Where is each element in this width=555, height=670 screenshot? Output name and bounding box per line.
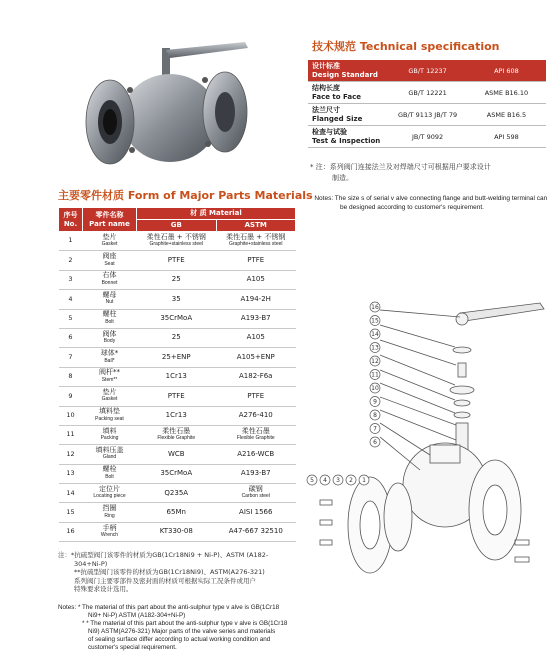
part-astm: 柔性石墨 + 不锈钢 Graphite+stainless steel: [216, 232, 296, 251]
part-no: 10: [59, 406, 83, 425]
part-gb: 35: [137, 290, 217, 309]
col-no: 序号 No.: [59, 208, 83, 232]
part-astm: A276-410: [216, 406, 296, 425]
part-astm: A105+ENP: [216, 348, 296, 367]
spec-api: API 608: [467, 60, 546, 82]
parts-row: [59, 348, 296, 367]
callout-label: 16: [371, 304, 379, 311]
part-no: 4: [59, 290, 83, 309]
spec-row: 结构长度 Face to Face GB/T 12221 ASME B16.10: [308, 82, 546, 104]
parts-row: [59, 270, 296, 289]
part-gb: KT330-08: [137, 522, 217, 541]
part-name: 填料垫 Packing seat: [83, 406, 137, 425]
part-name: 右体 Bonnet: [83, 270, 137, 289]
part-no: 12: [59, 445, 83, 464]
part-gb: 柔性石墨 + 不锈钢 Graphite+stainless steel: [137, 232, 217, 251]
spec-title: 技术规范 Technical specification: [312, 40, 500, 53]
parts-row: [59, 406, 296, 425]
parts-row: [59, 387, 296, 406]
part-astm: PTFE: [216, 387, 296, 406]
part-name: 阀杆** Stem**: [83, 367, 137, 386]
col-gb: GB: [137, 220, 217, 232]
part-astm: AISI 1566: [216, 503, 296, 522]
part-name: 阀体 Body: [83, 328, 137, 347]
part-no: 16: [59, 522, 83, 541]
part-astm: A47-667 32510: [216, 522, 296, 541]
spec-gb: GB/T 12237: [388, 60, 467, 82]
callout-label: 14: [371, 331, 379, 338]
callout-label: 13: [371, 344, 379, 352]
part-astm: PTFE: [216, 251, 296, 270]
part-no: 1: [59, 232, 83, 251]
parts-note-en: Notes: * The material of this part about the anti-sulphur type v alve is GB(1Cr18 Ni9+ Ni-P) ASTM (A182-304+Ni-P) * * The material of this part about the anti-sulphur type v alve is GB(1Cr18 Ni9) ASTM(A276-321) Major parts of the valve series and materials of sealing surface differ according to actual working condition and customer's special requirement.: [58, 604, 288, 651]
part-no: 5: [59, 309, 83, 328]
parts-row: [59, 251, 296, 270]
parts-row: [59, 290, 296, 309]
spec-note-cn: * 注：系列阀门连接法兰及对焊端尺寸可根据用户要求设计 制造。: [310, 163, 491, 182]
spec-table: [308, 60, 546, 148]
spec-header-row: [308, 60, 546, 82]
spec-label-en: Design Standard: [312, 70, 378, 79]
part-astm: A193-B7: [216, 309, 296, 328]
ball-valve-photo: [70, 40, 260, 175]
part-no: 8: [59, 367, 83, 386]
part-gb: Q235A: [137, 484, 217, 503]
callout-label: 10: [371, 385, 379, 392]
part-astm: A182-F6a: [216, 367, 296, 386]
part-astm: A193-B7: [216, 464, 296, 483]
parts-row: [59, 425, 296, 444]
spec-note-en: * Notes: The size s of serial v alve connecting flange and butt-welding terminal can be designed according to customer's requirement.: [310, 195, 548, 211]
callout-label: 4: [323, 477, 327, 484]
part-gb: 35CrMoA: [137, 464, 217, 483]
part-no: 6: [59, 328, 83, 347]
callout-label: 15: [371, 317, 379, 325]
spec-row: 检查与试验 Test & Inspection JB/T 9092 API 598: [308, 126, 546, 148]
part-astm: A194-2H: [216, 290, 296, 309]
part-gb: PTFE: [137, 251, 217, 270]
callout-label: 8: [373, 412, 377, 419]
part-astm: A105: [216, 270, 296, 289]
part-name: 垫片 Gasket: [83, 232, 137, 251]
callout-label: 6: [373, 439, 377, 446]
parts-row: [59, 484, 296, 503]
callout-label: 2: [349, 477, 353, 484]
part-name: 手柄 Wrench: [83, 522, 137, 541]
part-astm: A105: [216, 328, 296, 347]
part-gb: 25: [137, 270, 217, 289]
part-name: 填料 Packing: [83, 425, 137, 444]
parts-row: [59, 464, 296, 483]
part-gb: WCB: [137, 445, 217, 464]
part-astm: 柔性石墨 Flexible Graphite: [216, 425, 296, 444]
callout-label: 12: [371, 358, 379, 365]
parts-row: [59, 522, 296, 541]
parts-row: [59, 328, 296, 347]
part-name: 螺母 Nut: [83, 290, 137, 309]
part-gb: PTFE: [137, 387, 217, 406]
callout-label: 11: [371, 371, 379, 379]
part-name: 螺栓 Bolt: [83, 464, 137, 483]
part-gb: 25: [137, 328, 217, 347]
callout-label: 7: [373, 425, 377, 433]
part-no: 9: [59, 387, 83, 406]
part-gb: 1Cr13: [137, 367, 217, 386]
parts-row: [59, 367, 296, 386]
callout-label: 5: [310, 477, 314, 484]
part-no: 7: [59, 348, 83, 367]
col-part-name: 零件名称 Part name: [83, 208, 137, 232]
part-name: 填料压盖 Gland: [83, 445, 137, 464]
parts-row: [59, 309, 296, 328]
part-no: 11: [59, 425, 83, 444]
part-no: 15: [59, 503, 83, 522]
part-name: 螺柱 Bolt: [83, 309, 137, 328]
parts-table: [58, 207, 296, 542]
part-no: 14: [59, 484, 83, 503]
part-astm: A216-WCB: [216, 445, 296, 464]
spec-row: 法兰尺寸 Flanged Size GB/T 9113 JB/T 79 ASME B16.5: [308, 104, 546, 126]
parts-row: [59, 503, 296, 522]
part-gb: 25+ENP: [137, 348, 217, 367]
col-material: 材 质 Material: [137, 208, 296, 220]
part-name: 垫片 Gasket: [83, 387, 137, 406]
part-no: 2: [59, 251, 83, 270]
parts-row: [59, 232, 296, 251]
part-gb: 35CrMoA: [137, 309, 217, 328]
part-name: 定位片 Locating piece: [83, 484, 137, 503]
part-no: 13: [59, 464, 83, 483]
spec-label-cn: 设计标准: [312, 61, 340, 70]
parts-note-cn: 注：*抗硫型阀门该零件的材质为GB(1Cr18Ni9 + Ni-P)、ASTM (A182- 304+Ni-P) **抗硫型阀门该零件的材质为GB(1Cr18Ni9)、ASTM(A276-321) 系列阀门主要零部件及密封面的材质可根据实际工况条件或用户 特殊要求设计选用。: [58, 551, 269, 593]
parts-title: 主要零件材质 Form of Major Parts Materials: [58, 189, 313, 202]
callout-label: 3: [336, 477, 340, 484]
part-gb: 1Cr13: [137, 406, 217, 425]
callout-label: 9: [373, 398, 377, 406]
part-gb: 65Mn: [137, 503, 217, 522]
part-astm: 碳钢 Carbon steel: [216, 484, 296, 503]
part-name: 阀座 Seat: [83, 251, 137, 270]
part-no: 3: [59, 270, 83, 289]
part-name: 球体* Ball*: [83, 348, 137, 367]
parts-row: [59, 445, 296, 464]
part-gb: 柔性石墨 Flexible Graphite: [137, 425, 217, 444]
exploded-view-diagram: [300, 295, 550, 590]
part-name: 挡圈 Ring: [83, 503, 137, 522]
callout-label: 1: [362, 477, 366, 484]
col-astm: ASTM: [216, 220, 296, 232]
